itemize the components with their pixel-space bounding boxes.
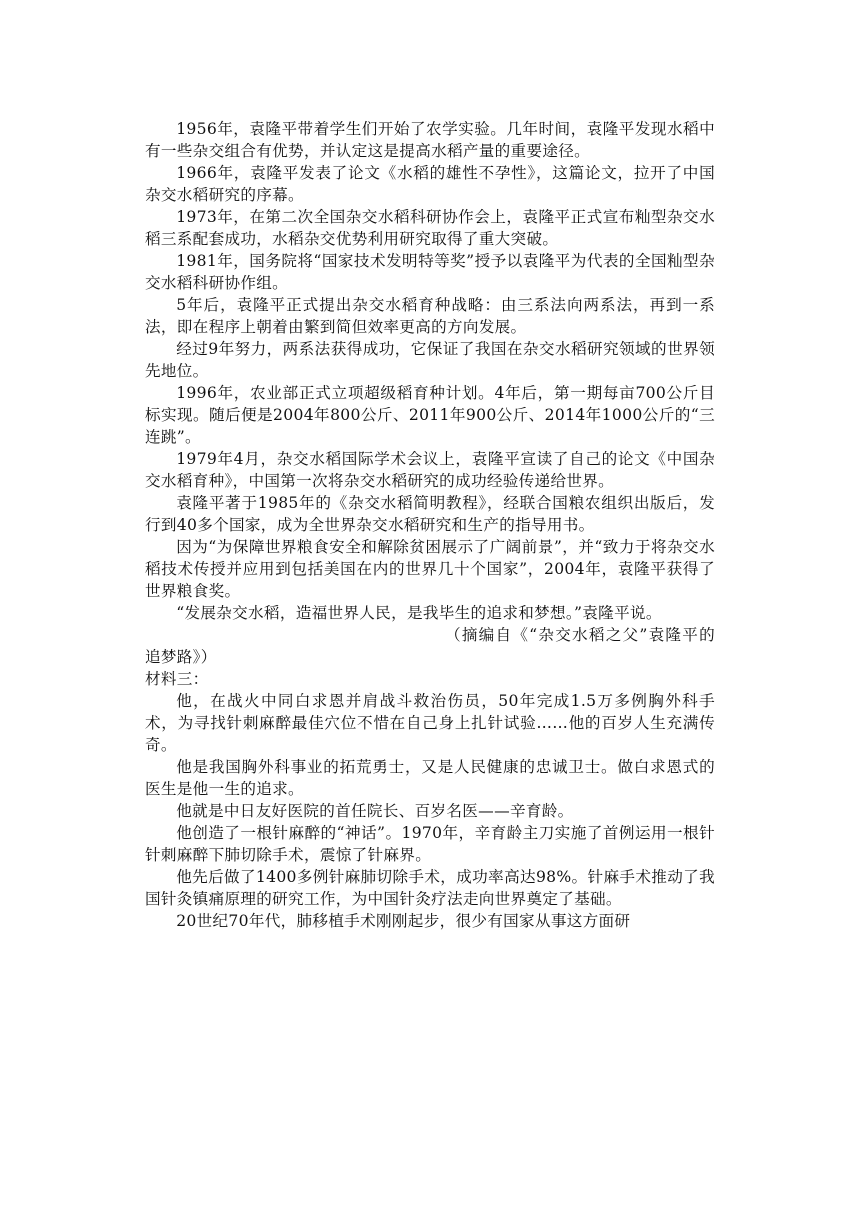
paragraph: 他，在战火中同白求恩并肩战斗救治伤员，50年完成1.5万多例胸外科手术，为寻找针刺麻醉最佳穴位不惜在自己身上扎针试验……他的百岁人生充满传奇。 [145,692,715,754]
paragraph: 他先后做了1400多例针麻肺切除手术，成功率高达98%。针麻手术推动了我国针灸镇痛原理的研究工作，为中国针灸疗法走向世界奠定了基础。 [145,868,715,908]
paragraph: 5年后，袁隆平正式提出杂交水稻育种战略：由三系法向两系法，再到一系法，即在程序上朝着由繁到简但效率更高的方向发展。 [145,296,715,336]
source-citation: （摘编自《“杂交水稻之父”袁隆平的追梦路》） [145,626,715,666]
section-heading: 材料三： [145,670,209,688]
paragraph: 他创造了一根针麻醉的“神话”。1970年，辛育龄主刀实施了首例运用一根针针刺麻醉下肺切除手术，震惊了针麻界。 [145,824,715,864]
paragraph: 1979年4月，杂交水稻国际学术会议上，袁隆平宣读了自己的论文《中国杂交水稻育种》，中国第一次将杂交水稻研究的成功经验传递给世界。 [145,450,715,490]
paragraph: 袁隆平著于1985年的《杂交水稻简明教程》，经联合国粮农组织出版后，发行到40多个国家，成为全世界杂交水稻研究和生产的指导用书。 [145,494,715,534]
paragraph: 他是我国胸外科事业的拓荒勇士，又是人民健康的忠诚卫士。做白求恩式的医生是他一生的追求。 [145,758,715,798]
paragraph: “发展杂交水稻，造福世界人民，是我毕生的追求和梦想。”袁隆平说。 [176,604,662,622]
paragraph: 20世纪70年代，肺移植手术刚刚起步，很少有国家从事这方面研 [176,912,631,930]
paragraph: 1956年，袁隆平带着学生们开始了农学实验。几年时间，袁隆平发现水稻中有一些杂交组合有优势，并认定这是提高水稻产量的重要途径。 [145,120,715,160]
paragraph: 1966年，袁隆平发表了论文《水稻的雄性不孕性》，这篇论文，拉开了中国杂交水稻研究的序幕。 [145,164,715,204]
paragraph: 他就是中日友好医院的首任院长、百岁名医——辛育龄。 [176,802,574,820]
paragraph: 1973年，在第二次全国杂交水稻科研协作会上，袁隆平正式宣布籼型杂交水稻三系配套成功，水稻杂交优势利用研究取得了重大突破。 [145,208,715,248]
paragraph: 因为“为保障世界粮食安全和解除贫困展示了广阔前景”，并“致力于将杂交水稻技术传授并应用到包括美国在内的世界几十个国家”，2004年，袁隆平获得了世界粮食奖。 [145,538,715,600]
paragraph: 1996年，农业部正式立项超级稻育种计划。4年后，第一期每亩700公斤目标实现。随后便是2004年800公斤、2011年900公斤、2014年1000公斤的“三连跳”。 [145,384,715,446]
paragraph: 经过9年努力，两系法获得成功，它保证了我国在杂交水稻研究领域的世界领先地位。 [145,340,715,380]
document-page [145,118,715,932]
paragraph: 1981年，国务院将“国家技术发明特等奖”授予以袁隆平为代表的全国籼型杂交水稻科研协作组。 [145,252,715,292]
